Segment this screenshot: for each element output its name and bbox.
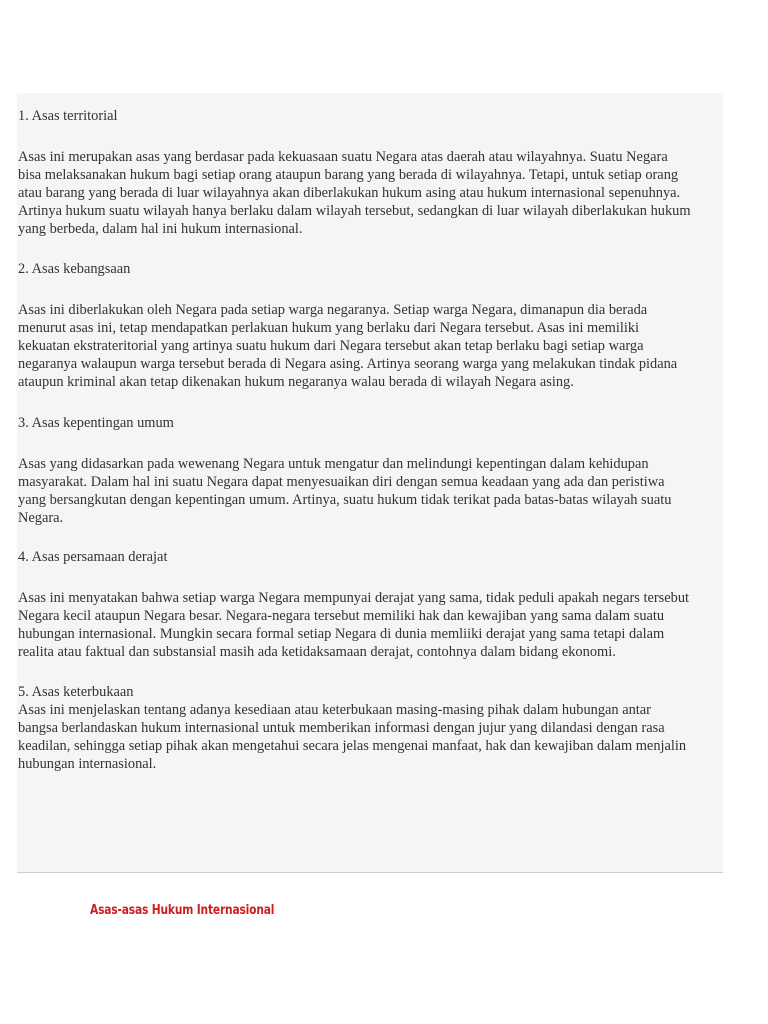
section-body-asas-kebangsaan: Asas ini diberlakukan oleh Negara pada setiap warga negaranya. Setiap warga Negara, dimanapun dia berada menurut asas ini, tetap mendapatkan perlakuan hukum yang berlaku dari Negara tersebut. Asas ini memiliki kekuatan ekstrateritorial yang artinya suatu hukum dari Negara tersebut akan tetap berlaku bagi setiap warga negaranya walaupun warga tersebut berada di Negara asing. Artinya seorang warga yang melakukan tindak pidana ataupun kriminal akan tetap dikenakan hukum negaranya walau berada di wilayah Negara asing. [18, 302, 678, 390]
section-heading-asas-keterbukaan: 5. Asas keterbukaan [18, 683, 134, 700]
footer-title-link[interactable]: Asas-asas Hukum Internasional [90, 903, 275, 918]
section-heading-asas-persamaan-derajat: 4. Asas persamaan derajat [18, 549, 168, 566]
section-body-asas-territorial: Asas ini merupakan asas yang berdasar pada kekuasaan suatu Negara atas daerah atau wilayahnya. Suatu Negara bisa melaksanakan hukum bagi setiap orang ataupun barang yang berada di wilayahnya. Tetapi, untuk setiap orang atau barang yang berada di luar wilayahnya akan diberlakukan hukum asing atau hukum internasional sepenuhnya. Artinya hukum suatu wilayah hanya berlaku dalam wilayah tersebut, sedangkan di luar wilayah diberlakukan hukum yang berbeda, dalam hal ini hukum internasional. [18, 148, 691, 237]
section-heading-asas-kepentingan-umum: 3. Asas kepentingan umum [18, 414, 174, 431]
section-heading-asas-territorial: 1. Asas territorial [18, 108, 118, 124]
section-heading-asas-kebangsaan: 2. Asas kebangsaan [18, 261, 131, 278]
section-body-asas-kepentingan-umum: Asas yang didasarkan pada wewenang Negara untuk mengatur dan melindungi kepentingan dalam kehidupan masyarakat. Dalam hal ini suatu Negara dapat menyesuaikan diri dengan semua keadaan yang ada dan peristiwa yang bersangkutan dengan kepentingan umum. Artinya, suatu hukum tidak terikat pada batas-batas wilayah suatu Negara. [18, 455, 672, 526]
document-content [18, 108, 724, 773]
section-body-asas-keterbukaan: Asas ini menjelaskan tentang adanya kesediaan atau keterbukaan masing-masing pihak dalam hubungan antar bangsa berlandaskan hukum internasional untuk memberikan informasi dengan jujur yang dilandasi dengan rasa keadilan, sehingga setiap pihak akan mengetahui secara jelas mengenai manfaat, hak dan kewajiban dalam menjalin hubungan internasional. [18, 701, 687, 772]
section-body-asas-persamaan-derajat: Asas ini menyatakan bahwa setiap warga Negara mempunyai derajat yang sama, tidak peduli apakah negars tersebut Negara kecil ataupun Negara besar. Negara-negara tersebut memiliki hak dan kewajiban yang sama dalam suatu hubungan internasional. Mungkin secara formal setiap Negara di dunia memliiki derajat yang sama tetapi dalam realita atau faktual dan substansial masih ada ketidaksamaan derajat, contohnya dalam bidang ekonomi. [18, 590, 690, 661]
